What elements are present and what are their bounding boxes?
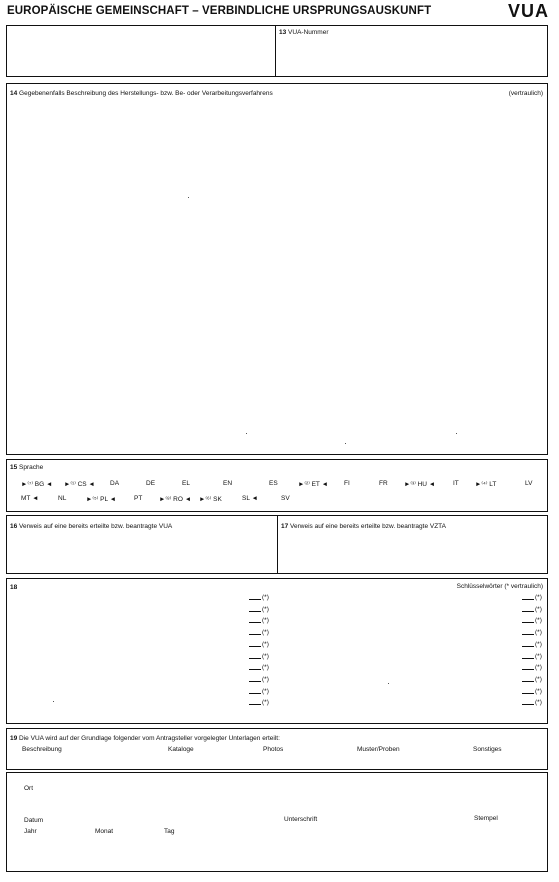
speck — [456, 433, 457, 434]
language-option[interactable]: ►⁽²⁾ ET ◄ — [298, 481, 329, 488]
field-19-number: 19 — [10, 735, 18, 742]
option-samples[interactable]: Muster/Proben — [357, 746, 400, 753]
language-option[interactable]: ►⁽⁸⁾ RO ◄ — [159, 496, 192, 503]
speck — [188, 197, 189, 198]
language-option[interactable]: ES — [269, 480, 278, 487]
field-18-box[interactable] — [6, 578, 548, 724]
field-16-box[interactable] — [6, 515, 278, 574]
language-option[interactable]: LV — [525, 480, 533, 487]
keyword-line[interactable]: (*) — [522, 606, 546, 613]
keywords-label: Schlüsselwörter (* vertraulich) — [456, 583, 543, 590]
option-photos[interactable]: Photos — [263, 746, 284, 753]
keyword-line[interactable]: (*) — [522, 641, 546, 648]
language-option[interactable]: PT — [134, 495, 143, 502]
signature-label: Unterschrift — [284, 816, 318, 823]
language-option[interactable]: DE — [146, 480, 156, 487]
option-other[interactable]: Sonstiges — [473, 746, 502, 753]
keyword-line[interactable]: (*) — [249, 641, 273, 648]
language-option[interactable]: EL — [182, 480, 190, 487]
speck — [388, 683, 389, 684]
keyword-line[interactable]: (*) — [249, 617, 273, 624]
form-code: VUA — [507, 1, 549, 21]
language-option[interactable]: FI — [344, 480, 350, 487]
keyword-line[interactable]: (*) — [522, 653, 546, 660]
language-option[interactable]: ►⁽⁴⁾ LT — [475, 481, 497, 488]
speck — [53, 701, 54, 702]
language-option[interactable]: MT ◄ — [21, 495, 39, 502]
month-label: Monat — [95, 828, 114, 835]
field-13-number: 13 — [279, 29, 287, 36]
form-title: EUROPÄISCHE GEMEINSCHAFT – VERBINDLICHE URSPRUNGSAUSKUNFT — [7, 5, 432, 17]
place-label: Ort — [24, 785, 34, 792]
language-option[interactable]: NL — [58, 495, 67, 502]
keyword-line[interactable]: (*) — [522, 594, 546, 601]
field-14-label: Gegebenenfalls Beschreibung des Herstellungs- bzw. Be- oder Verarbeitungsverfahrens — [19, 90, 273, 97]
keyword-line[interactable]: (*) — [522, 676, 546, 683]
keyword-line[interactable]: (*) — [522, 617, 546, 624]
language-option[interactable]: DA — [110, 480, 120, 487]
option-catalogues[interactable]: Kataloge — [168, 746, 194, 753]
keyword-line[interactable]: (*) — [249, 653, 273, 660]
field-13-label: VUA-Nummer — [288, 29, 329, 36]
stamp-label: Stempel — [474, 815, 498, 822]
field-15-label: Sprache — [19, 464, 44, 471]
field-18-number: 18 — [10, 584, 18, 591]
language-option[interactable]: EN — [223, 480, 233, 487]
language-option[interactable]: ►⁽⁷⁾ BG ◄ — [21, 481, 53, 488]
field-13-box[interactable] — [275, 25, 548, 77]
date-label: Datum — [24, 817, 44, 824]
keyword-line[interactable]: (*) — [522, 699, 546, 706]
field-17-box[interactable] — [277, 515, 548, 574]
speck — [246, 433, 247, 434]
keyword-line[interactable]: (*) — [249, 664, 273, 671]
year-label: Jahr — [24, 828, 37, 835]
keyword-line[interactable]: (*) — [522, 664, 546, 671]
keyword-line[interactable]: (*) — [522, 688, 546, 695]
speck — [345, 443, 346, 444]
field-19-label: Die VUA wird auf der Grundlage folgender vom Antragsteller vorgelegter Unterlagen erteilt: — [19, 735, 280, 742]
field-16-number: 16 — [10, 523, 18, 530]
field-17-label: Verweis auf eine bereits erteilte bzw. beantragte VZTA — [290, 523, 447, 530]
field-19-box — [6, 728, 548, 770]
language-option[interactable]: IT — [453, 480, 459, 487]
keyword-line[interactable]: (*) — [249, 629, 273, 636]
keyword-line[interactable]: (*) — [522, 629, 546, 636]
language-option[interactable]: ►⁽⁶⁾ SK — [199, 496, 222, 503]
field-16-label: Verweis auf eine bereits erteilte bzw. beantragte VUA — [19, 523, 173, 530]
signature-box[interactable] — [6, 772, 548, 872]
field-17-number: 17 — [281, 523, 289, 530]
language-option[interactable]: ►⁽⁵⁾ PL ◄ — [86, 496, 117, 503]
keyword-line[interactable]: (*) — [249, 676, 273, 683]
language-option[interactable]: ►⁽¹⁾ CS ◄ — [64, 481, 95, 488]
language-option[interactable]: SV — [281, 495, 290, 502]
language-option[interactable]: ►⁽³⁾ HU ◄ — [404, 481, 436, 488]
keyword-line[interactable]: (*) — [249, 699, 273, 706]
field-15-box — [6, 459, 548, 512]
field-14-box[interactable] — [6, 83, 548, 455]
keyword-line[interactable]: (*) — [249, 606, 273, 613]
language-option[interactable]: FR — [379, 480, 388, 487]
top-left-box[interactable] — [6, 25, 276, 77]
keyword-line[interactable]: (*) — [249, 688, 273, 695]
field-14-confidential-note: (vertraulich) — [508, 90, 543, 97]
language-option[interactable]: SL ◄ — [242, 495, 258, 502]
field-14-number: 14 — [10, 90, 18, 97]
day-label: Tag — [164, 828, 175, 835]
keyword-line[interactable]: (*) — [249, 594, 273, 601]
option-description[interactable]: Beschreibung — [22, 746, 62, 753]
field-15-number: 15 — [10, 464, 18, 471]
